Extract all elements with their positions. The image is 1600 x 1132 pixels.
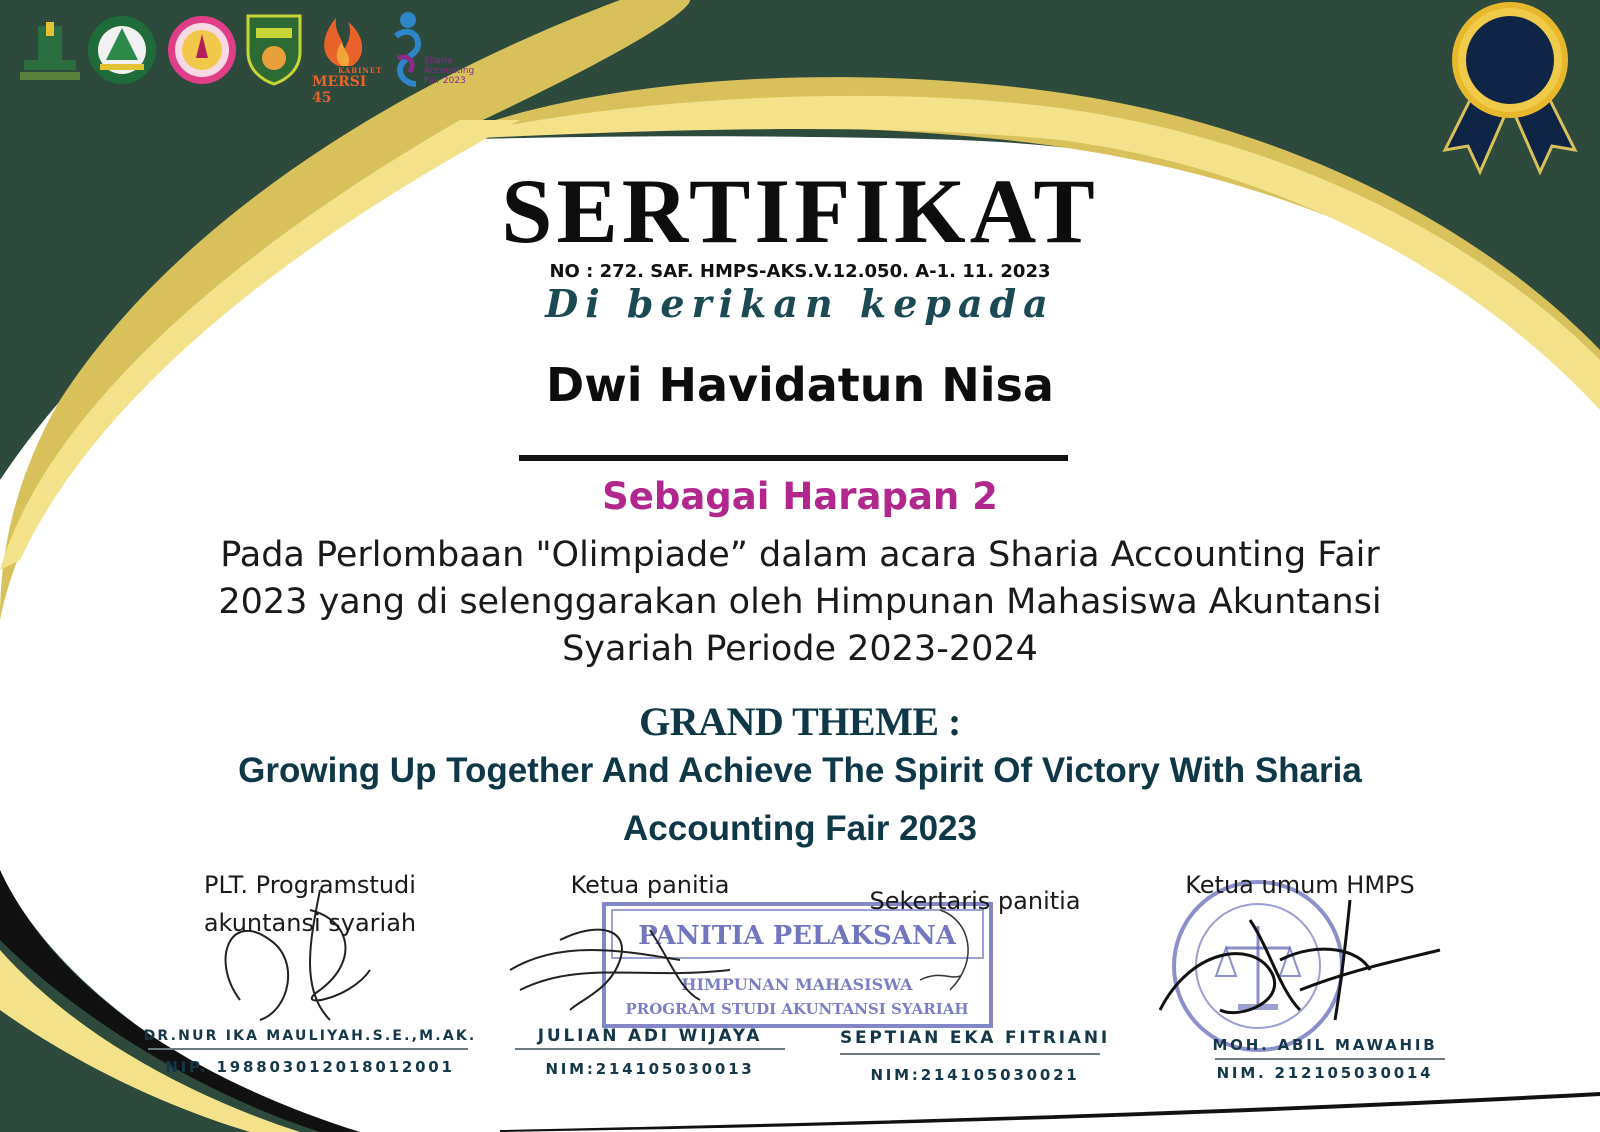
certificate-number: NO : 272. SAF. HMPS-AKS.V.12.050. A-1. 11. 2023 xyxy=(549,261,1051,282)
hmps-shield-icon xyxy=(244,12,304,86)
faculty-logo xyxy=(86,14,158,86)
signatory-4-id: NIM. 212105030014 xyxy=(1216,1064,1434,1082)
kabinet-label: KABINET xyxy=(338,66,383,75)
stamp-line-1: PANITIA PELAKSANA xyxy=(638,921,956,951)
signatory-4-name: MOH. ABIL MAWAHIB xyxy=(1212,1036,1438,1054)
signatory-3-id: NIM:214105030021 xyxy=(870,1066,1080,1084)
award-title: Sebagai Harapan 2 xyxy=(602,475,998,518)
signatory-1-name: DR.NUR IKA MAULIYAH.S.E.,M.AK. xyxy=(143,1028,477,1044)
signature-4 xyxy=(1150,890,1450,1040)
signatory-4-underline xyxy=(1215,1058,1445,1060)
signatory-1-role xyxy=(140,866,480,942)
award-ribbon-icon xyxy=(1430,0,1590,180)
certificate-description: Pada Perlombaan "Olimpiade” dalam acara Sharia Accounting Fair 2023 yang di selenggarakan oleh Himpunan Mahasiswa Akuntansi Syariah Periode 2023-2024 xyxy=(218,535,1382,669)
signatory-2-role-line-1: Ketua panitia xyxy=(570,871,730,899)
signatory-4-role-line-1: Ketua umum HMPS xyxy=(1185,871,1415,899)
signatory-1-role-line-1: PLT. Programstudi xyxy=(204,871,416,899)
saf-label-2: Accounting xyxy=(424,66,475,76)
certificate-title: SERTIFIKAT xyxy=(501,160,1099,262)
stamp-line-2: HIMPUNAN MAHASISWA xyxy=(681,975,913,994)
recipient-name: Dwi Havidatun Nisa xyxy=(546,358,1054,412)
grand-theme-text: Growing Up Together And Achieve The Spirit Of Victory With Sharia Accounting Fair 2023 xyxy=(238,751,1362,848)
signatory-4-role xyxy=(1150,866,1450,904)
signatory-1-underline xyxy=(148,1048,468,1050)
university-emblem-icon xyxy=(18,20,82,84)
signatory-3-name: SEPTIAN EKA FITRIANI xyxy=(839,1028,1111,1048)
study-program-emblem-icon xyxy=(166,14,238,86)
signatory-3-underline xyxy=(840,1053,1100,1055)
stamp-line-3: PROGRAM STUDI AKUNTANSI SYARIAH xyxy=(625,1000,969,1018)
signatory-1-role-line-2: akuntansi syariah xyxy=(203,909,417,937)
study-program-logo xyxy=(166,14,238,86)
signature-2 xyxy=(500,900,760,1030)
grand-theme-label: GRAND THEME : xyxy=(639,699,961,744)
signatory-2-underline xyxy=(515,1048,785,1050)
recipient-underline xyxy=(519,455,1068,461)
saf-label-3: Fair 2023 xyxy=(424,76,466,86)
university-logo xyxy=(18,20,82,84)
mersi-label: MERSI 45 xyxy=(312,74,367,106)
hmps-logo xyxy=(244,12,304,86)
signatory-3-role-line-1: Sekertaris panitia xyxy=(869,887,1081,915)
saf-logo xyxy=(388,10,474,90)
signatory-3-role xyxy=(830,882,1120,920)
saf-label-1: Sharia xyxy=(424,56,453,66)
signatory-1-id: NIP. 198803012018012001 xyxy=(165,1058,455,1076)
signatory-2-id: NIM:214105030013 xyxy=(545,1060,755,1078)
signatory-2-name: JULIAN ADI WIJAYA xyxy=(537,1026,763,1046)
kabinet-mersi-logo xyxy=(312,12,386,106)
saf-figure-icon xyxy=(388,10,428,88)
signatory-2-role xyxy=(520,866,780,904)
faculty-emblem-icon xyxy=(86,14,158,86)
flame-icon xyxy=(312,12,386,68)
given-to-label: Di berikan kepada xyxy=(545,281,1055,326)
